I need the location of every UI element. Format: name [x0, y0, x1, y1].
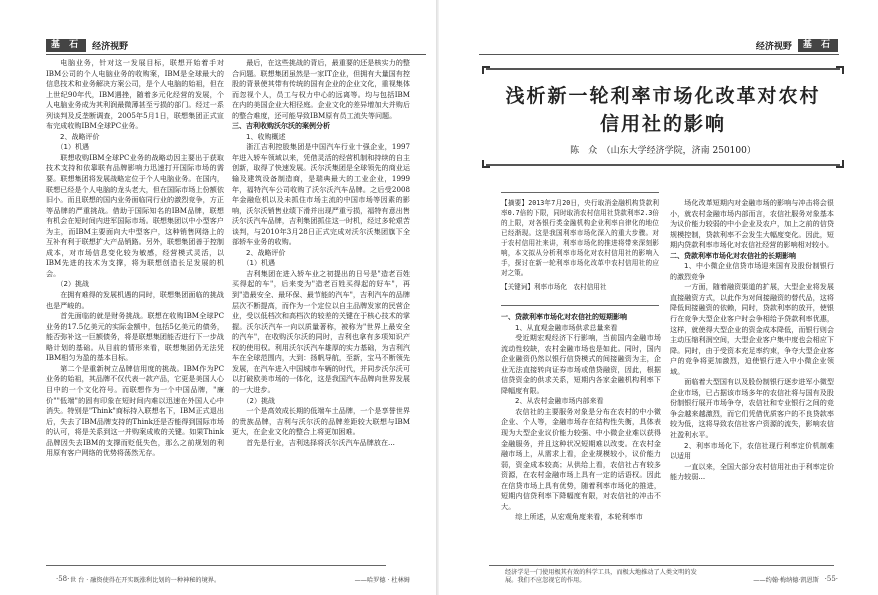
article-title-line-2: 信用社的影响 [599, 113, 726, 135]
paragraph-l1-6: 首先面临的就是财务挑战。联想在收购IBM全球PC业务的17.5亿美元的实际金额中，包括5亿美元的债务，能否弥补这一巨额债务，将是联想集团能否进行下一步战略计划的基础。从目前的情形来看，联想集团仍无法凭IBM相匀为盈的基本目标。 [46, 311, 224, 363]
left-header-text: 经济视野 [92, 42, 129, 52]
paragraph-r2-0: 场化改革短期内对金融市场的影响与冲击将会很小，就农村金融市场内部而言，农信社服务对象基本为议价能力较弱的中小企业及农户，加上之前的信贷规模控制，贷款利率不会发生大幅度变化。因此，短期内贷款利率市场化对农信社经营的影响相对较小。 [670, 198, 834, 250]
article-abstract [501, 198, 659, 292]
title-corner-tl [482, 66, 490, 74]
title-corner-bl [482, 160, 490, 168]
heading-l2-1: 三、吉利收购沃尔沃的案例分析 [232, 122, 330, 131]
heading-l1-4: （2）挑战 [56, 280, 89, 289]
heading-r2-2: 1、中小微企业信贷市场迎来国有及股份制银行的激烈竞争 [670, 262, 834, 281]
heading-r1-1: 1、从直观金融市场供求总量来看 [515, 323, 618, 332]
paragraph-l2-0: 最后，在这些挑战的背后，最重要的还是核实力的整合问题。联想集团虽然是一家IT企业，但拥有大量国有控股的背景使其带有传统的国有企业的企业文化，重视集体而忽视个人，员工与权力中心的远离等。均与包括IBM在内的美国企业大相径庭。企业文化的差异增加大并购后的整合难度，还可能导致IBM原有员工流失等问题。 [232, 58, 410, 120]
paragraph-l2-8: 一个是高效成长期的低端车土品牌，一个是享誉世界的贵族品牌，吉利与沃尔沃的品牌差距较大联想与IBM更大，在企业文化的整合上将更加困难。 [232, 406, 410, 437]
right-footer-rule [489, 565, 834, 566]
paragraph-r1-5: 综上所述，从宏观角度来看，本轮利率市 [515, 512, 643, 522]
paragraph-r2-3: 一方面，随着融资渠道的扩展，大型企业将发展直接融资方式，以此作为对间接融资的替代品，这将降低间接融资的依赖，同时，贷款利率的放开，使银行在竞争大型企业客户时会争相给予贷款利率优惠，这样，就使得大型企业的资金成本降低，而银行则会主动压缩利润空间，大型企业客户集中度也会相应下降。同时，由于受资本充足率约束，争夺大型企业客户的竞争将更加激烈，迫使银行进入中小微企业领域。 [670, 282, 834, 376]
title-corner-tr [836, 66, 844, 74]
article-title-line-1: 浅析新一轮利率市场化改革对农村 [505, 85, 821, 107]
left-column-1 [46, 58, 224, 556]
paragraph-l1-7: 第二个是重新树立品牌信用度的挑战。IBM作为PC业务的始祖，其品牌不仅代表一款产品，它更是美国人心目中的一个文化符号。而联想作为一个中国品牌，"廉价""低端"的固有印象在短时间内难以迅速在外国人心中消失。特别是"Think"商标持入联想名下，IBM正式退出后，失去了IBM品牌支持的Think还是否能得到国际市场的认可，将是关系到这一并购案成败的关键。如果Think品牌因失去IBM的支撑而贬低失色，那么之前规划的利用原有客户网络的优势将荡然无存。 [46, 363, 224, 458]
paragraph-r1-4: 农信社的主要服务对象是分布在农村的中小微企业、个人等，金融市场存在结构性失衡，具体表现为大型企业议价能力较强、中小微企业难以获得金融服务，并且这种状况短期难以改变。在农村金融市场上，从需求上看，企业规模较小，议价能力弱，资金成本较高；从供给上看，农信社占有较多资源，在农村金融市场上具有一定的话语权。因此在信贷市场上具有优势，随着利率市场化的推进，短期内信贷利率下降幅度有限，对农信社的冲击不大。 [501, 406, 661, 511]
left-column-2 [232, 58, 410, 556]
heading-l1-2: （1）机遇 [56, 143, 89, 152]
paragraph-l2-9: 首先是行业，吉利选择将沃尔沃汽车品牌放在... [246, 437, 395, 447]
left-footer-attribution: ——哈罗德 · 杜林姆 [354, 577, 410, 584]
heading-l2-5: （1）机遇 [242, 259, 275, 268]
right-footer-attribution: ——约翰·梅纳德·凯恩斯 [753, 577, 819, 584]
paragraph-r2-4: 面临着大型国有以及股份制银行逐步进军小微型企业市场，已占据该市场多年的农信社将与国有及股份制银行展开市场争夺，农信社和专业银行之间的竞争会越来越激烈，而它们凭借优质客户的不良贷款率较为低，这将导致农信社客户资源的流失，影响农信社盈利水平。 [670, 377, 834, 440]
heading-l2-2: 1、收购概述 [246, 132, 286, 141]
right-page-number: ·55· [824, 575, 838, 583]
right-page-header [750, 38, 838, 53]
article-keywords: 【关键词】利率市场化 农村信用社 [501, 283, 607, 291]
right-header-text: 经济视野 [755, 42, 792, 52]
abstract-bottom-rule [501, 305, 659, 306]
abstract-text: 【摘要】2013年7月20日，央行取消金融机构贷款利率0.7倍的下限，同时取消农村信用社贷款利率2.3倍的上限，对各银行类金融机构企业利率自律化的地位已经渐现。这是我国利率市场化深入的重大步骤。对于农村信用社来讲，利率市场化的推进将带来深刻影响，本文拟从分析利率市场化对农村信用社的影响入手，探讨在新一轮利率市场化改革中农村信用社的应对之策。 [501, 199, 659, 277]
heading-l1-1: 2、战略评价 [60, 132, 100, 141]
right-header-rule [479, 54, 839, 55]
left-page-header [46, 38, 134, 53]
heading-r1-3: 2、从农村金融市场内部来看 [515, 397, 604, 406]
article-title [486, 82, 840, 138]
heading-r2-5: 2、利率市场化下，农信社现行利率定价机制难以适用 [670, 441, 834, 461]
paragraph-l2-6: 吉利集团在进入轿车业之初提出的日号是"造老百姓买得起的车"，后来变为"造老百姓买得起的好车"，再到"造最安全、最环保、最节能的汽车"，吉利汽车的品牌层次不断提高，而作为一个定位以自主品牌发家的民营企业，受以低档次和高档次的较差的关键在于核心技术的掌握。沃尔沃汽车一向以质量著称，被称为"世界上最安全的汽车"，在收购沃尔沃的同时，吉利也拿有多项知识产权的使用权。利用沃尔沃汽车雄厚的实力基础，为吉利汽车在全球范围内，大到：扬帆导航，至新，宝马不断领先发展，在汽车进入中国城市车辆的时代，并同步沃尔沃可以打破欧美市场的一体化，这是我国汽车品牌向世界发展的一大进步。 [232, 268, 410, 394]
left-footer-rule [46, 565, 386, 566]
abstract-rule [501, 192, 659, 193]
right-footer-quote: 经济学是一门使用极其有效的科学工具，而极大地推动了人类文明的发展。我们不应忽视它的作用。 [505, 569, 697, 584]
heading-r2-1: 二、贷款利率市场化对农信社的长期影响 [670, 251, 796, 260]
right-column-2 [670, 198, 834, 558]
left-header-box: 基 石 [46, 39, 86, 52]
right-header-box: 基 石 [798, 39, 838, 52]
right-page [439, 0, 878, 595]
heading-l2-7: （2）挑战 [242, 396, 275, 405]
left-footer-quote: 世 台 · 融资使得在开实既涨利比划的一种神秘的境界。 [70, 577, 221, 584]
left-header-rule [46, 54, 426, 55]
paragraph-r1-2: 受近期宏观经济下行影响，当前国内金融市场流动性较缺，农村金融市场也是如此。同时，国内企业融资仍然以银行信贷模式的间接融资为主，企业无法直接转向证券市场或借贷融资，因此，根据信贷资金的供求关系，短期内各家金融机构利率下降幅度有限。 [501, 333, 661, 395]
paragraph-l1-3: 联想收购IBM全球PC业务的战略动因主要出于获取技术支持和依靠联有品牌影响力迅速打开国际市场的需要。联想集团将发展战略定位于个人电脑业务。在国内，联想已经是个人电脑的龙头老大，但在国际市场上份额依旧小。而且联想的国内业务面临同行业的激烈竞争，方正等品牌的严重挑战。借助于国际知名的IBM品牌，联想有机会在短时间内进军国际市场。联想集团以中小型客户为主，而IBM主要面向大中型客户，这种销售网络上的互补有利于联想扩大产品销路。另外，联想集团善于控制成本，对市场信息变化较为敏感，经营模式灵活，以IBM先进的技术为支撑，将为联想创造长足发展的机会。 [46, 152, 224, 278]
paragraph-l1-5: 在拥有难得的发展机遇的同时，联想集团面临的挑战也是严峻的。 [46, 290, 224, 310]
paragraph-r2-6: 一直以来，全国大部分农村信用社由于利率定价能力较弱... [670, 461, 834, 482]
right-column-1 [501, 312, 661, 558]
title-corner-br [836, 160, 844, 168]
heading-r1-0: 一、贷款利率市场化对农信社的短期影响 [501, 313, 627, 321]
article-title-block [486, 68, 840, 166]
paragraph-l1-0: 电脑业务，针对这一发展目标，联想开始着手对IBM公司的个人电脑业务的收购案，IBM是全球最大的信息技术和业务解决方案公司，是个人电脑的始祖，但在上世纪90年代，IBM遇挫，随着多元化经营的发展，个人电脑业务成为其利润最微薄甚至亏损的部门。经过一系列谈判及反垄断调查，2005年5月1日，联想集团正式宣布完成收购IBM全球PC业务。 [46, 58, 224, 131]
article-author: 陈 众 （山东大学经济学院，济南 250100） [570, 146, 756, 156]
left-page-number: ·58· [56, 575, 70, 583]
paragraph-l2-3: 浙江吉利控股集团是中国汽车行业十强企业，1997年进入轿车领域以来，凭借灵活的经营机制和持续的自主创新，取得了快速发展。沃尔沃集团是全球领先的商业运输及建筑设备制造商，是瑞典最大的工业企业，1999年，福特汽车公司收购了沃尔沃汽车品牌。之后受2008年金融危机以及未抓住市场主流的中国市场等因素的影响，沃尔沃销售业绩下滑并出现严重亏损，福特有意出售沃尔沃汽车品牌，吉利集团抓住这一时机，经过多轮艰苦谈判，与2010年3月28日正式完成对沃尔沃集团旗下全部轿车业务的收购。 [232, 142, 410, 247]
heading-l2-4: 2、战略评价 [246, 248, 286, 257]
